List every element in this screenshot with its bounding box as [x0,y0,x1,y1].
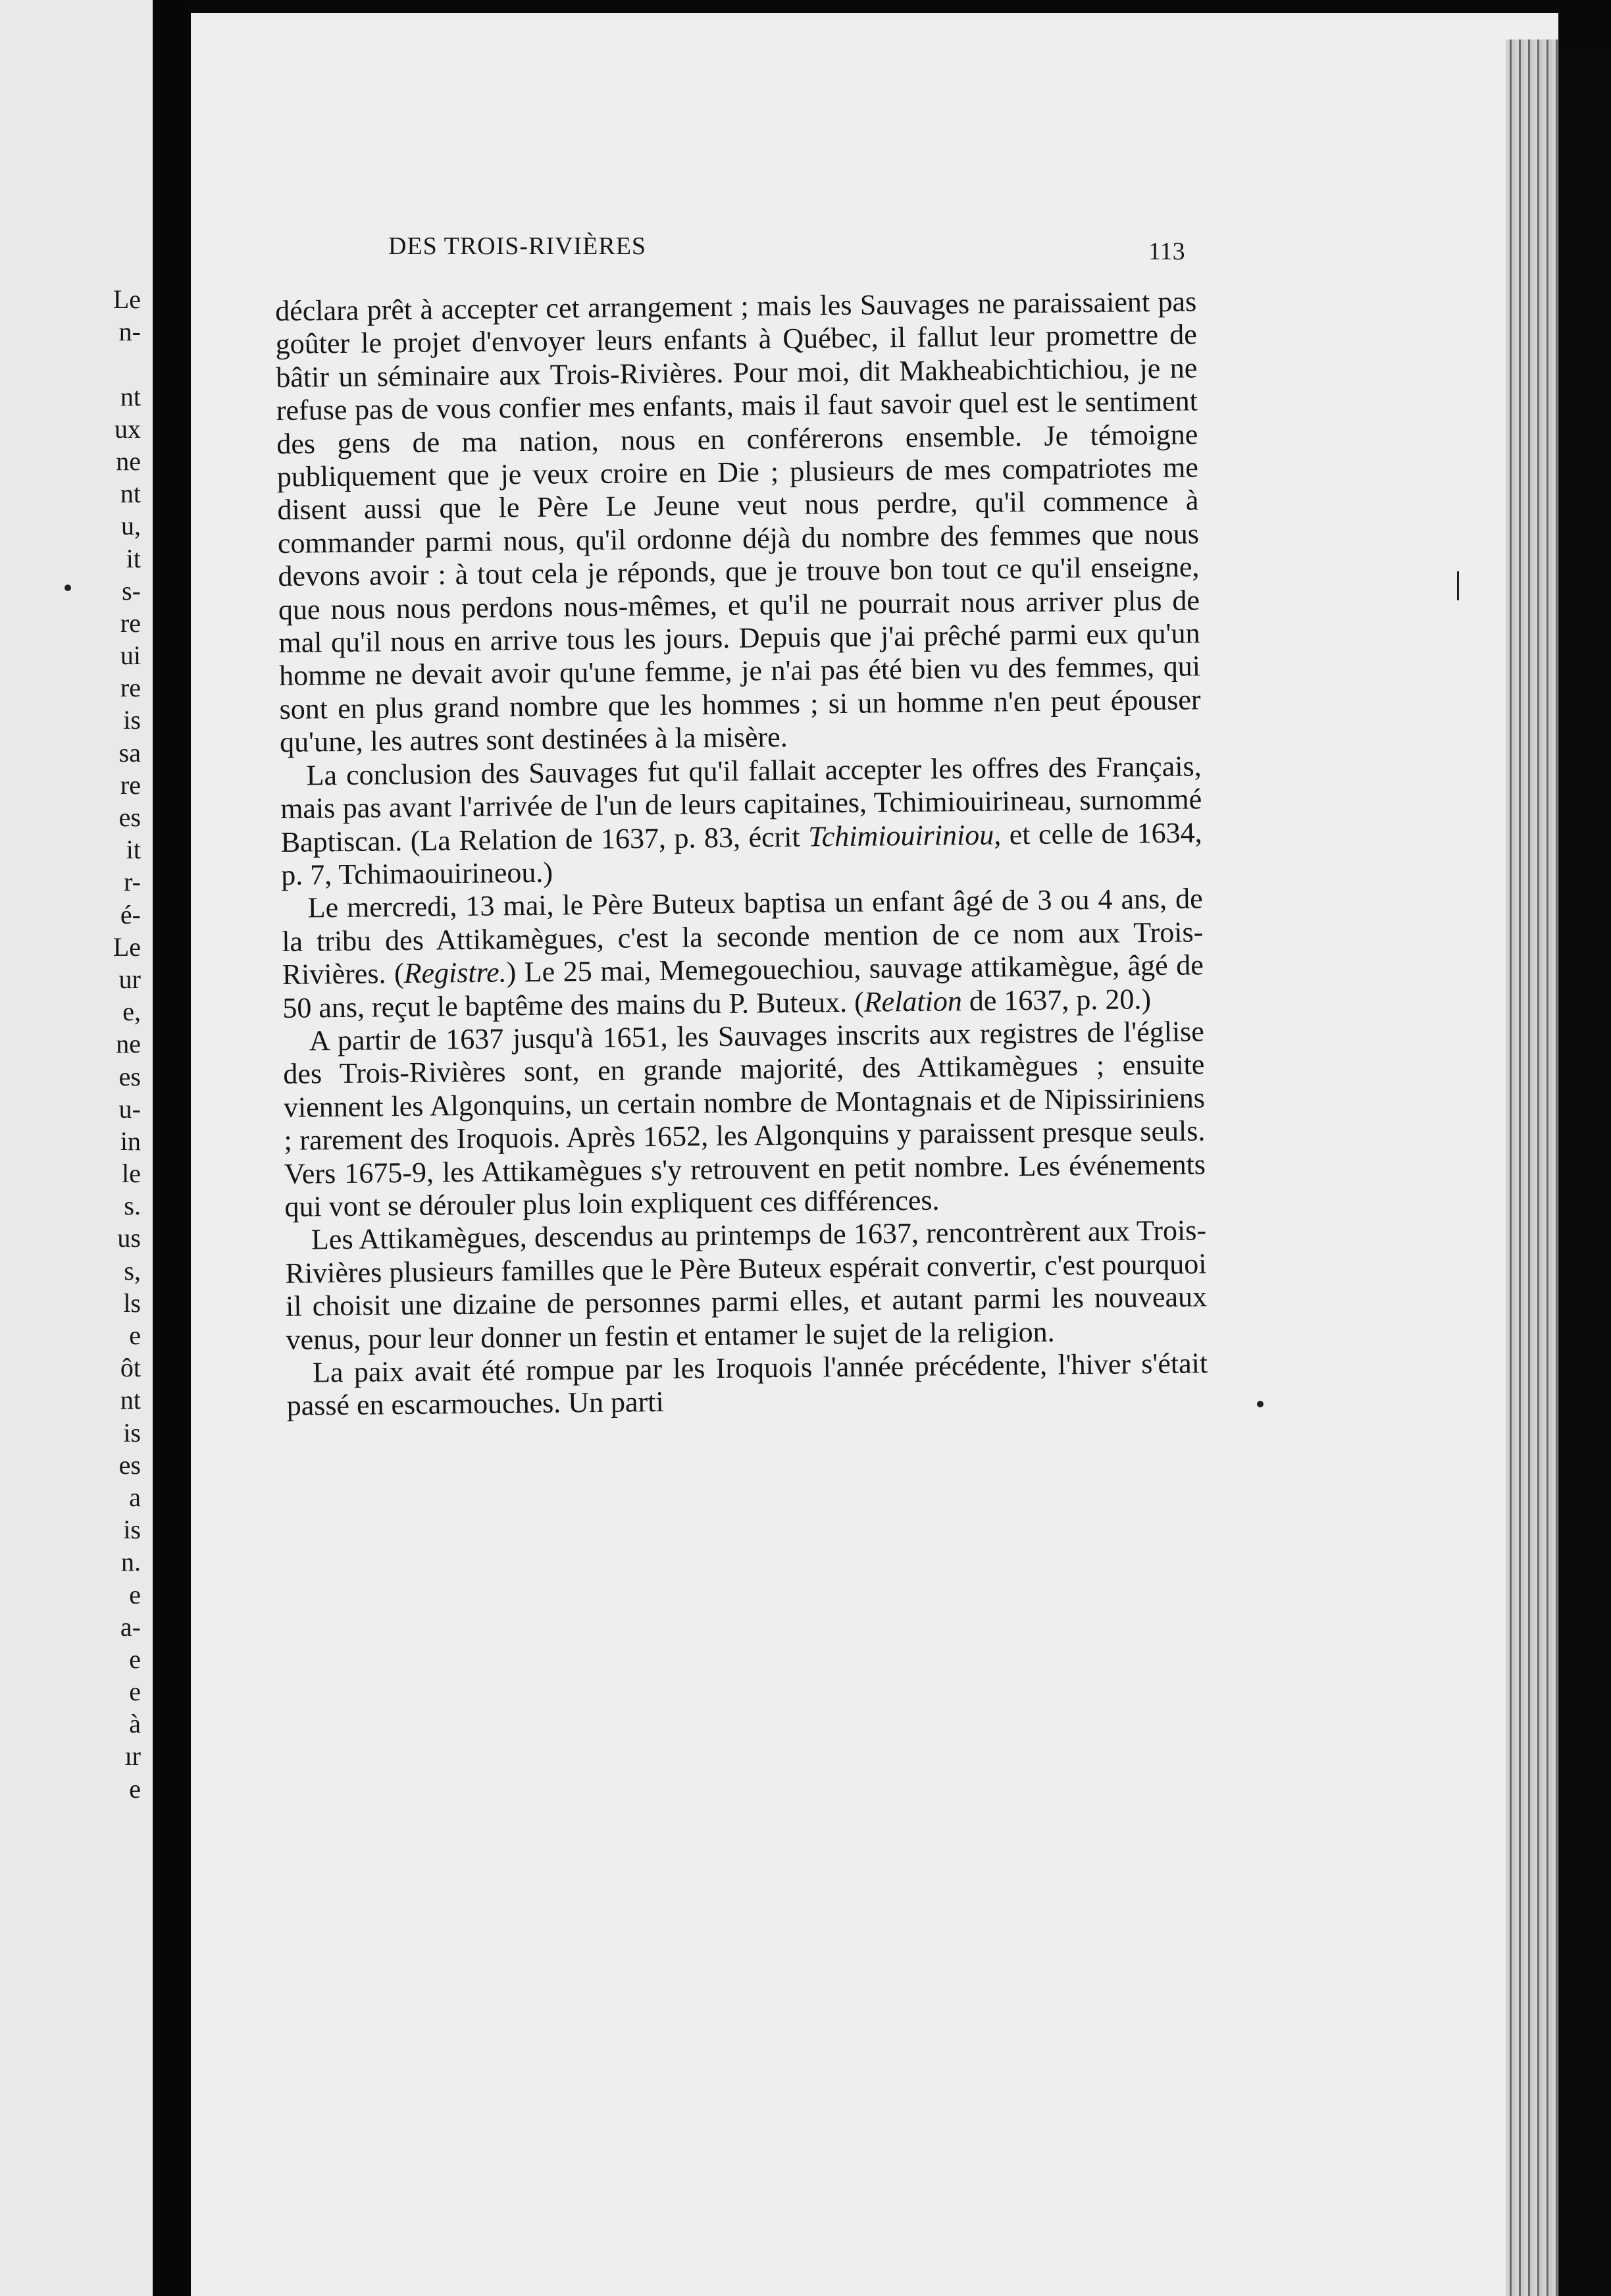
line-fragment: ls [123,1288,141,1318]
line-fragment: es [118,1061,141,1091]
body-text [275,285,1208,1422]
line-fragment [0,348,151,380]
line-fragment: Le [113,931,141,962]
line-fragment: es [118,802,141,832]
line-fragment: e, [122,997,141,1027]
line-fragment: in [120,1126,141,1156]
line-fragment: ır [124,1741,141,1771]
line-fragment: é- [120,899,141,929]
line-fragment: ui [120,640,141,671]
page-number: 113 [1148,238,1185,265]
line-fragment: re [120,770,141,800]
line-fragment: e [129,1773,141,1804]
line-fragment: r- [124,867,141,897]
line-fragment: it [126,835,141,865]
stray-ink-dot [64,585,71,591]
line-fragment: Le [113,284,141,314]
paragraph: A partir de 1637 jusqu'à 1651, les Sauvages inscrits aux registres de l'église des Trois-Rivières sont, en grande majorité, des Attikamègues ; ensuite viennent les Algonquins, un certain nombre de Montagnais et de Nipissiriniens ; rarement des Iroquois. Après 1652, les Algonquins y paraissent presque seuls. Vers 1675-9, les Attikamègues s'y retrouvent en petit nombre. Les événements qui vont se dérouler plus loin expliquent ces différences. [283,1015,1206,1223]
line-fragment: u- [118,1093,141,1124]
line-fragment: e [129,1579,141,1609]
italic-run: Tchimiouiriniou, [807,818,1002,853]
paragraph: déclara prêt à accepter cet arrangement ; mais les Sauvages ne paraissaient pas goûter le projet d'envoyer leurs enfants à Québec, il fallut leur promettre de bâtir un séminaire aux Trois-Rivières. Pour moi, dit Makheabichtichiou, je ne refuse pas de vous confier mes enfants, mais il faut savoir quel est le sentiment des gens de ma nation, nous en conférerons ensemble. Je témoigne publiquement que je veux croire en Die ; plusieurs de mes compatriotes me disent aussi que le Père Le Jeune veut nous perdre, qu'il commence à commander parmi nous, qu'il ordonne déjà du nombre des femmes que nous devons avoir : à tout cela je réponds, que je trouve bon tout ce qu'il enseigne, que nous nous perdons nous-mêmes, et qu'il ne pourrait nous arriver plus de mal qu'il nous en arrive tous les jours. Depuis que j'ai prêché parmi eux qu'un homme ne devait avoir qu'une femme, je n'ai pas été bien vu des femmes, qui sont en plus grand nombre que les hommes ; si un homme n'en peut épouser qu'une, les autres sont destinées à la misère. [275,285,1201,759]
line-fragment: le [122,1159,141,1189]
line-fragment: re [120,673,141,703]
text-run: Le mercredi, 13 mai, le Père Buteux baptisa un enfant âgé de 3 ou 4 ans, de la tribu des Attikamègues, c'est la seconde mention de ce nom aux Trois-Rivières. ( [282,882,1204,991]
line-fragment: a- [120,1611,141,1642]
italic-run: Registre. [403,956,507,990]
line-fragment: nt [120,381,141,411]
stray-ink-dot [1257,1401,1264,1407]
line-fragment: ux [115,413,141,444]
line-fragment: us [117,1223,141,1253]
line-fragment: e [129,1644,141,1674]
running-head: DES TROIS-RIVIÈRES [388,232,647,260]
line-fragment: n- [118,317,141,347]
line-fragment: es [118,1449,141,1480]
line-fragment: is [123,1417,141,1448]
line-fragment: à [129,1709,141,1739]
facing-page-edge [0,0,153,2296]
line-fragment: s- [122,575,141,606]
paragraph [280,750,1202,892]
text-run: de 1637, p. 20.) [961,982,1152,1017]
paragraph: Les Attikamègues, descendus au printemps de 1637, rencontrèrent aux Trois-Rivières plusieurs familles que le Père Buteux espérait convertir, c'est pourquoi il choisit une dizaine de personnes parmi elles, et autant parmi les nouveaux venus, pour leur donner un festin et entamer le sujet de la religion. [285,1214,1208,1356]
line-fragment: e [129,1320,141,1350]
line-fragment: is [123,705,141,735]
text-run: ) Le 25 mai, Memegouechiou, sauvage attikamègue, âgé de 50 ans, reçut le baptême des mains du P. Buteux. ( [282,949,1204,1024]
line-fragment: ne [116,1029,141,1059]
stray-ink-mark [1457,571,1459,600]
line-fragment: u, [121,511,141,541]
text-run: La conclusion des Sauvages fut qu'il fallait accepter les offres des Français, mais pas avant l'arrivée de l'un de leurs capitaines, Tchimiouirineau, surnommé Baptiscan. (La Relation de 1637, p. 83, écrit [280,749,1202,858]
line-fragment: nt [120,479,141,509]
book-gutter [153,0,191,2296]
line-fragment: sa [118,737,141,768]
line-fragment: nt [120,1385,141,1415]
paragraph [282,883,1204,1025]
page-stack-edges [1506,39,1558,2296]
facing-page-line-endings [0,283,151,1805]
line-fragment: s, [124,1255,141,1286]
text-run: et celle de 1634, p. 7, Tchimaouirineou.) [280,816,1202,891]
line-fragment: a [129,1482,141,1512]
line-fragment: ur [118,964,141,994]
line-fragment: ne [116,446,141,476]
line-fragment: is [123,1515,141,1545]
line-fragment: s. [124,1191,141,1221]
paragraph: La paix avait été rompue par les Iroquois l'année précédente, l'hiver s'était passé en escarmouches. Un parti [286,1347,1208,1422]
line-fragment: ôt [120,1353,141,1383]
italic-run: Relation [863,984,963,1018]
line-fragment: re [120,608,141,638]
line-fragment: it [126,543,141,573]
line-fragment: e [129,1677,141,1707]
line-fragment: n. [121,1547,141,1577]
